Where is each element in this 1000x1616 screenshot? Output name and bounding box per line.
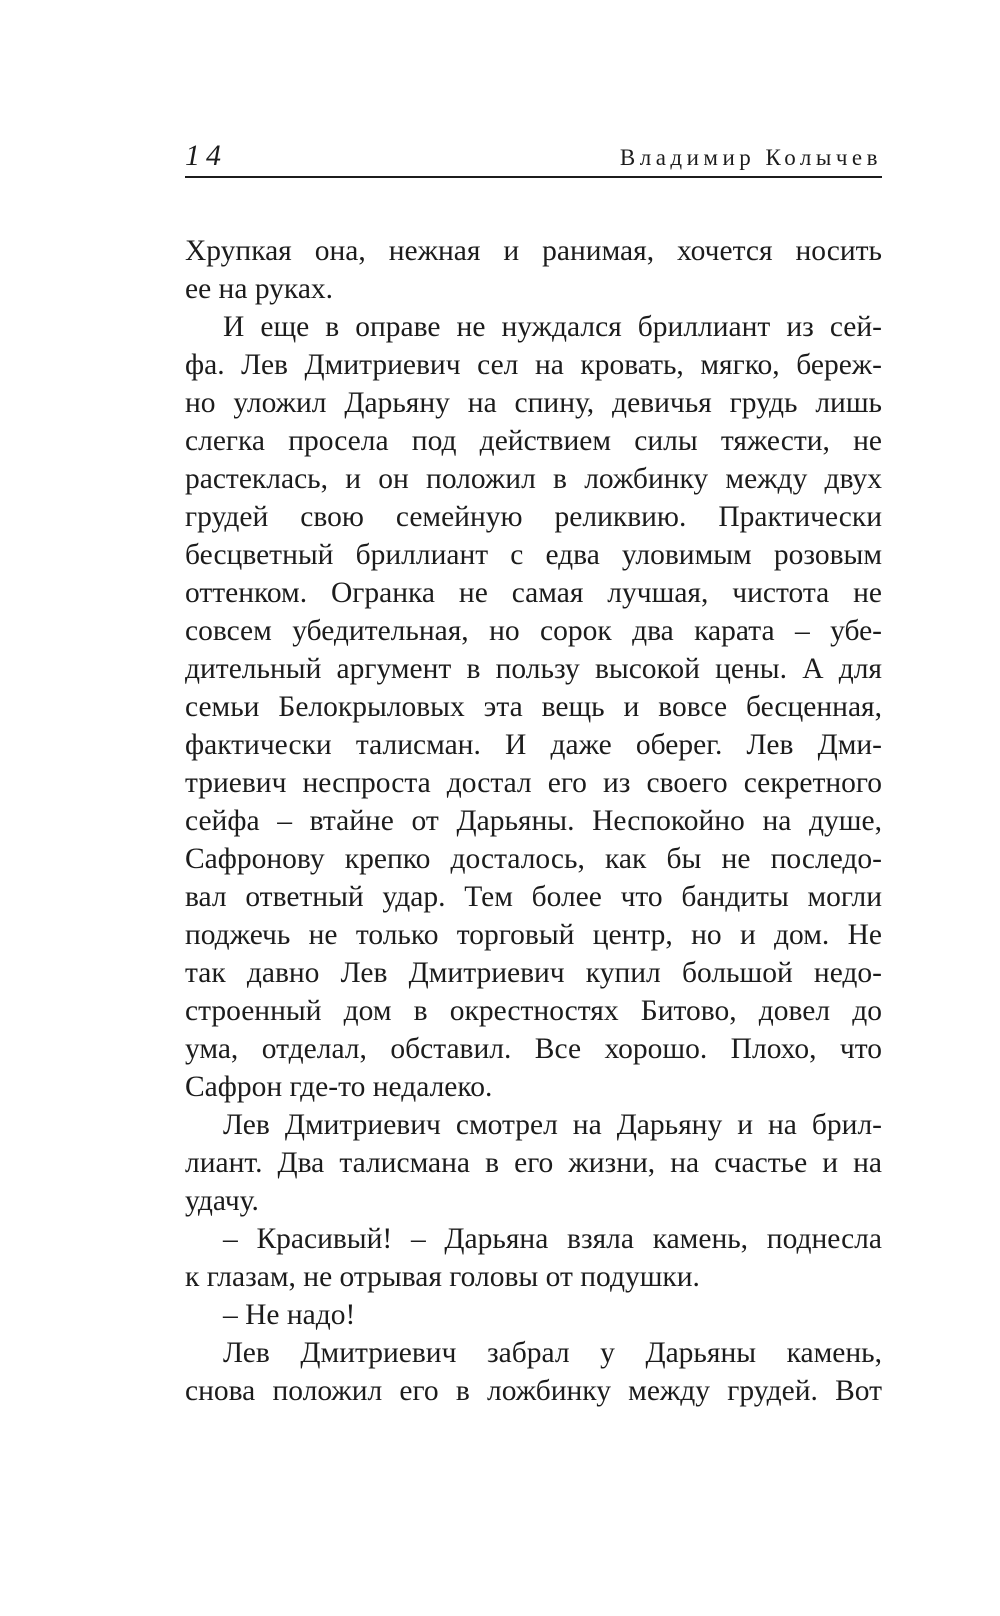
text-line: ее на руках.	[185, 273, 334, 305]
text-line: Сафронову крепко досталось, как бы не последо-	[185, 843, 882, 875]
text-line: Лев Дмитриевич смотрел на Дарьяну и на брил-	[223, 1109, 882, 1141]
text-line: вал ответный удар. Тем более что бандиты могли	[185, 881, 882, 913]
text-line: триевич неспроста достал его из своего секретного	[185, 767, 882, 799]
text-line: грудей свою семейную реликвию. Практически	[185, 501, 882, 533]
text-line: так давно Лев Дмитриевич купил большой недо-	[185, 957, 882, 989]
text-line: фа. Лев Дмитриевич сел на кровать, мягко, береж-	[185, 349, 882, 381]
text-line: И еще в оправе не нуждался бриллиант из сей-	[223, 311, 882, 343]
text-line: – Не надо!	[223, 1299, 356, 1331]
text-line: лиант. Два талисмана в его жизни, на счастье и на	[185, 1147, 882, 1179]
text-line: Хрупкая она, нежная и ранимая, хочется носить	[185, 235, 882, 267]
body-text	[185, 232, 882, 1410]
text-line: ума, отделал, обставил. Все хорошо. Плохо, что	[185, 1033, 882, 1065]
text-line: совсем убедительная, но сорок два карата – убе-	[185, 615, 882, 647]
text-line: бесцветный бриллиант с едва уловимым розовым	[185, 539, 882, 571]
text-line: снова положил его в ложбинку между грудей. Вот	[185, 1375, 882, 1407]
running-header	[185, 140, 882, 178]
text-line: сейфа – втайне от Дарьяны. Неспокойно на душе,	[185, 805, 882, 837]
text-line: строенный дом в окрестностях Битово, довел до	[185, 995, 882, 1027]
text-line: растеклась, и он положил в ложбинку между двух	[185, 463, 882, 495]
text-line: Сафрон где-то недалеко.	[185, 1071, 493, 1103]
text-line: – Красивый! – Дарьяна взяла камень, поднесла	[223, 1223, 882, 1255]
text-line: дительный аргумент в пользу высокой цены. А для	[185, 653, 882, 685]
text-line: поджечь не только торговый центр, но и дом. Не	[185, 919, 882, 951]
text-line: к глазам, не отрывая головы от подушки.	[185, 1261, 700, 1293]
page-number: 14	[185, 139, 227, 172]
text-line: семьи Белокрыловых эта вещь и вовсе бесценная,	[185, 691, 882, 723]
text-line: удачу.	[185, 1185, 259, 1217]
text-line: слегка просела под действием силы тяжести, не	[185, 425, 882, 457]
author-name: Владимир Колычев	[619, 145, 882, 170]
text-line: оттенком. Огранка не самая лучшая, чистота не	[185, 577, 882, 609]
text-line: фактически талисман. И даже оберег. Лев Дми-	[185, 729, 882, 761]
text-line: но уложил Дарьяну на спину, девичья грудь лишь	[185, 387, 882, 419]
text-line: Лев Дмитриевич забрал у Дарьяны камень,	[223, 1337, 882, 1369]
